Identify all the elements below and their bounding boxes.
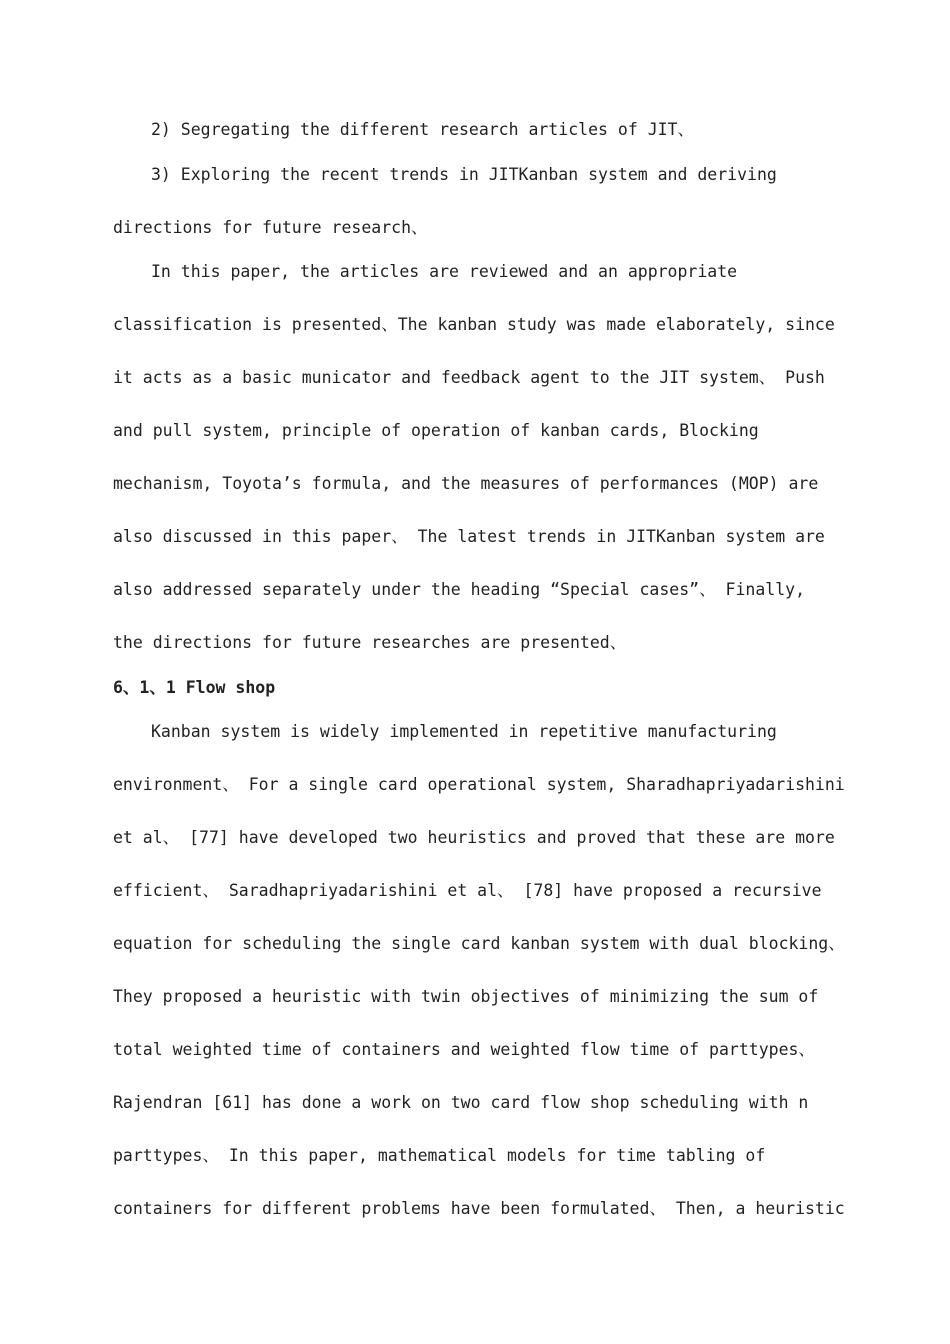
paragraph-2-line-4: efficient、 Saradhapriyadarishini et al、 [78] have proposed a recursive bbox=[113, 881, 822, 900]
list-item-3-continuation: directions for future research、 bbox=[113, 218, 428, 237]
paragraph-2-line-8: Rajendran [61] has done a work on two card flow shop scheduling with n bbox=[113, 1093, 809, 1112]
paragraph-2-line-2: environment、 For a single card operational system, Sharadhapriyadarishini bbox=[113, 775, 845, 794]
paragraph-1-line-1: In this paper, the articles are reviewed and an appropriate bbox=[151, 262, 738, 281]
paragraph-2-line-7: total weighted time of containers and weighted flow time of parttypes、 bbox=[113, 1040, 815, 1059]
paragraph-2-line-6: They proposed a heuristic with twin objectives of minimizing the sum of bbox=[113, 987, 819, 1006]
paragraph-1-line-3: it acts as a basic municator and feedback agent to the JIT system、 Push bbox=[113, 368, 825, 387]
section-heading: 6、1、1 Flow shop bbox=[113, 678, 276, 697]
paragraph-2-line-9: parttypes、 In this paper, mathematical models for time tabling of bbox=[113, 1146, 766, 1165]
paragraph-1-line-2: classification is presented、The kanban study was made elaborately, since bbox=[113, 315, 835, 334]
paragraph-1-line-5: mechanism, Toyota’s formula, and the measures of performances (MOP) are bbox=[113, 474, 819, 493]
paragraph-2-line-1: Kanban system is widely implemented in repetitive manufacturing bbox=[151, 722, 777, 741]
paragraph-2-line-10: containers for different problems have been formulated、 Then, a heuristic bbox=[113, 1199, 845, 1218]
list-item-3: 3) Exploring the recent trends in JITKanban system and deriving bbox=[151, 165, 777, 184]
paragraph-1-line-6: also discussed in this paper、 The latest trends in JITKanban system are bbox=[113, 527, 825, 546]
paragraph-2-line-3: et al、 [77] have developed two heuristics and proved that these are more bbox=[113, 828, 835, 847]
paragraph-2-line-5: equation for scheduling the single card kanban system with dual blocking、 bbox=[113, 934, 845, 953]
paragraph-1-line-4: and pull system, principle of operation of kanban cards, Blocking bbox=[113, 421, 759, 440]
list-item-2: 2) Segregating the different research articles of JIT、 bbox=[151, 120, 694, 139]
paragraph-1-line-7: also addressed separately under the heading “Special cases”、 Finally, bbox=[113, 580, 806, 599]
paragraph-1-line-8: the directions for future researches are presented、 bbox=[113, 633, 627, 652]
